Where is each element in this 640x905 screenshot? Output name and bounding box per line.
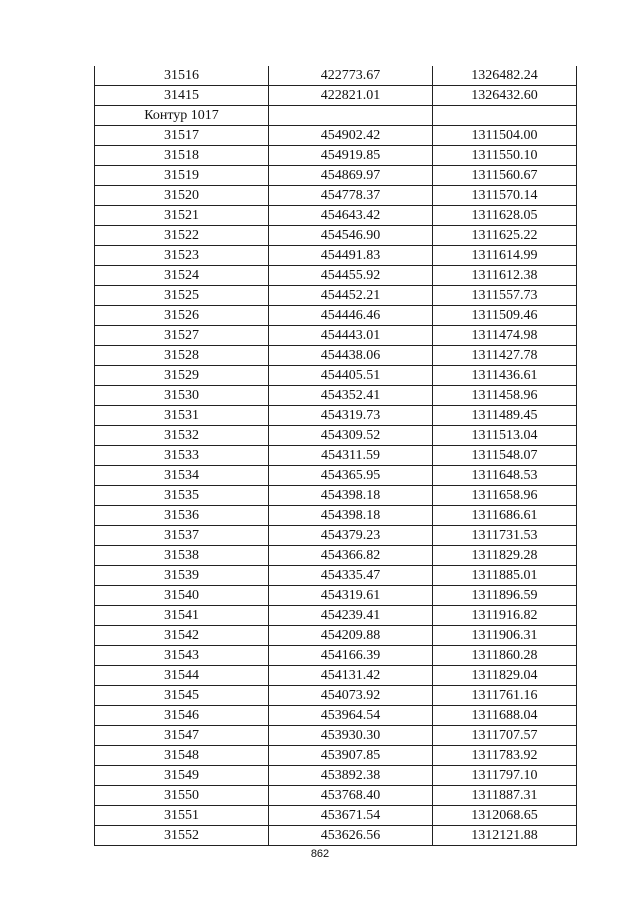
y-coordinate-cell: 1311906.31 xyxy=(433,626,577,646)
y-coordinate-cell: 1311797.10 xyxy=(433,766,577,786)
point-number-cell: 31545 xyxy=(95,686,269,706)
x-coordinate-cell: 454311.59 xyxy=(269,446,433,466)
x-coordinate-cell: 454546.90 xyxy=(269,226,433,246)
table-row xyxy=(95,566,577,586)
point-number-cell: 31548 xyxy=(95,746,269,766)
y-coordinate-cell: 1311427.78 xyxy=(433,346,577,366)
table-row xyxy=(95,806,577,826)
y-coordinate-cell: 1311560.67 xyxy=(433,166,577,186)
table-row xyxy=(95,466,577,486)
y-coordinate-cell: 1311548.07 xyxy=(433,446,577,466)
table-row xyxy=(95,486,577,506)
x-coordinate-cell: 454379.23 xyxy=(269,526,433,546)
point-number-cell: 31535 xyxy=(95,486,269,506)
x-coordinate-cell: 454335.47 xyxy=(269,566,433,586)
table-row xyxy=(95,546,577,566)
table-row xyxy=(95,286,577,306)
y-coordinate-cell: 1311625.22 xyxy=(433,226,577,246)
point-number-cell: 31517 xyxy=(95,126,269,146)
x-coordinate-cell: 454919.85 xyxy=(269,146,433,166)
point-number-cell: 31540 xyxy=(95,586,269,606)
x-coordinate-cell: 454239.41 xyxy=(269,606,433,626)
point-number-cell: 31518 xyxy=(95,146,269,166)
y-coordinate-cell: 1311896.59 xyxy=(433,586,577,606)
table-row xyxy=(95,526,577,546)
x-coordinate-cell: 454366.82 xyxy=(269,546,433,566)
table-row xyxy=(95,506,577,526)
section-header-row xyxy=(95,106,577,126)
table-row xyxy=(95,606,577,626)
x-coordinate-cell: 453768.40 xyxy=(269,786,433,806)
point-number-cell: 31531 xyxy=(95,406,269,426)
point-number-cell: 31541 xyxy=(95,606,269,626)
table-row xyxy=(95,826,577,846)
x-coordinate-cell: 453907.85 xyxy=(269,746,433,766)
point-number-cell: 31546 xyxy=(95,706,269,726)
point-number-cell: 31539 xyxy=(95,566,269,586)
point-number-cell: 31415 xyxy=(95,86,269,106)
point-number-cell: 31543 xyxy=(95,646,269,666)
x-coordinate-cell: 453626.56 xyxy=(269,826,433,846)
table-row xyxy=(95,226,577,246)
y-coordinate-cell: 1311707.57 xyxy=(433,726,577,746)
x-coordinate-cell: 454352.41 xyxy=(269,386,433,406)
empty-cell xyxy=(269,106,433,126)
table-row xyxy=(95,86,577,106)
y-coordinate-cell: 1311658.96 xyxy=(433,486,577,506)
x-coordinate-cell: 454166.39 xyxy=(269,646,433,666)
x-coordinate-cell: 422773.67 xyxy=(269,66,433,86)
table-row xyxy=(95,726,577,746)
y-coordinate-cell: 1326432.60 xyxy=(433,86,577,106)
point-number-cell: 31523 xyxy=(95,246,269,266)
table-row xyxy=(95,586,577,606)
coordinates-table xyxy=(94,66,577,846)
x-coordinate-cell: 453671.54 xyxy=(269,806,433,826)
point-number-cell: 31520 xyxy=(95,186,269,206)
y-coordinate-cell: 1311916.82 xyxy=(433,606,577,626)
table-row xyxy=(95,766,577,786)
x-coordinate-cell: 454398.18 xyxy=(269,506,433,526)
x-coordinate-cell: 454073.92 xyxy=(269,686,433,706)
table-row xyxy=(95,386,577,406)
y-coordinate-cell: 1311885.01 xyxy=(433,566,577,586)
y-coordinate-cell: 1311686.61 xyxy=(433,506,577,526)
point-number-cell: 31536 xyxy=(95,506,269,526)
x-coordinate-cell: 453892.38 xyxy=(269,766,433,786)
y-coordinate-cell: 1311458.96 xyxy=(433,386,577,406)
table-row xyxy=(95,326,577,346)
x-coordinate-cell: 454209.88 xyxy=(269,626,433,646)
table-row xyxy=(95,746,577,766)
table-row xyxy=(95,166,577,186)
point-number-cell: 31522 xyxy=(95,226,269,246)
table-row xyxy=(95,446,577,466)
point-number-cell: 31529 xyxy=(95,366,269,386)
table-row xyxy=(95,646,577,666)
x-coordinate-cell: 454309.52 xyxy=(269,426,433,446)
point-number-cell: 31534 xyxy=(95,466,269,486)
point-number-cell: 31533 xyxy=(95,446,269,466)
table-row xyxy=(95,186,577,206)
page-number: 862 xyxy=(310,848,330,860)
x-coordinate-cell: 454455.92 xyxy=(269,266,433,286)
y-coordinate-cell: 1311489.45 xyxy=(433,406,577,426)
empty-cell xyxy=(433,106,577,126)
y-coordinate-cell: 1311829.04 xyxy=(433,666,577,686)
point-number-cell: 31537 xyxy=(95,526,269,546)
x-coordinate-cell: 454902.42 xyxy=(269,126,433,146)
x-coordinate-cell: 453964.54 xyxy=(269,706,433,726)
y-coordinate-cell: 1311614.99 xyxy=(433,246,577,266)
point-number-cell: 31525 xyxy=(95,286,269,306)
point-number-cell: 31516 xyxy=(95,66,269,86)
table-row xyxy=(95,686,577,706)
x-coordinate-cell: 454405.51 xyxy=(269,366,433,386)
point-number-cell: 31547 xyxy=(95,726,269,746)
y-coordinate-cell: 1311829.28 xyxy=(433,546,577,566)
table-row xyxy=(95,666,577,686)
table-row xyxy=(95,126,577,146)
y-coordinate-cell: 1311436.61 xyxy=(433,366,577,386)
x-coordinate-cell: 454365.95 xyxy=(269,466,433,486)
section-label: Контур 1017 xyxy=(95,106,269,126)
y-coordinate-cell: 1311612.38 xyxy=(433,266,577,286)
point-number-cell: 31544 xyxy=(95,666,269,686)
y-coordinate-cell: 1311513.04 xyxy=(433,426,577,446)
x-coordinate-cell: 453930.30 xyxy=(269,726,433,746)
table-row xyxy=(95,306,577,326)
point-number-cell: 31524 xyxy=(95,266,269,286)
point-number-cell: 31550 xyxy=(95,786,269,806)
y-coordinate-cell: 1311688.04 xyxy=(433,706,577,726)
y-coordinate-cell: 1311550.10 xyxy=(433,146,577,166)
x-coordinate-cell: 454491.83 xyxy=(269,246,433,266)
point-number-cell: 31542 xyxy=(95,626,269,646)
x-coordinate-cell: 454869.97 xyxy=(269,166,433,186)
y-coordinate-cell: 1311783.92 xyxy=(433,746,577,766)
x-coordinate-cell: 454446.46 xyxy=(269,306,433,326)
y-coordinate-cell: 1312121.88 xyxy=(433,826,577,846)
table-row xyxy=(95,626,577,646)
y-coordinate-cell: 1311570.14 xyxy=(433,186,577,206)
y-coordinate-cell: 1311504.00 xyxy=(433,126,577,146)
table-row xyxy=(95,406,577,426)
point-number-cell: 31530 xyxy=(95,386,269,406)
x-coordinate-cell: 454778.37 xyxy=(269,186,433,206)
table-row xyxy=(95,266,577,286)
y-coordinate-cell: 1311731.53 xyxy=(433,526,577,546)
y-coordinate-cell: 1311761.16 xyxy=(433,686,577,706)
x-coordinate-cell: 454452.21 xyxy=(269,286,433,306)
coordinates-table-body xyxy=(95,66,577,846)
table-row xyxy=(95,246,577,266)
x-coordinate-cell: 454443.01 xyxy=(269,326,433,346)
table-row xyxy=(95,366,577,386)
x-coordinate-cell: 454319.73 xyxy=(269,406,433,426)
point-number-cell: 31552 xyxy=(95,826,269,846)
point-number-cell: 31519 xyxy=(95,166,269,186)
y-coordinate-cell: 1326482.24 xyxy=(433,66,577,86)
y-coordinate-cell: 1312068.65 xyxy=(433,806,577,826)
point-number-cell: 31551 xyxy=(95,806,269,826)
x-coordinate-cell: 454131.42 xyxy=(269,666,433,686)
table-row xyxy=(95,146,577,166)
point-number-cell: 31521 xyxy=(95,206,269,226)
point-number-cell: 31527 xyxy=(95,326,269,346)
point-number-cell: 31526 xyxy=(95,306,269,326)
y-coordinate-cell: 1311648.53 xyxy=(433,466,577,486)
x-coordinate-cell: 454398.18 xyxy=(269,486,433,506)
table-row xyxy=(95,706,577,726)
x-coordinate-cell: 422821.01 xyxy=(269,86,433,106)
x-coordinate-cell: 454319.61 xyxy=(269,586,433,606)
y-coordinate-cell: 1311474.98 xyxy=(433,326,577,346)
y-coordinate-cell: 1311628.05 xyxy=(433,206,577,226)
y-coordinate-cell: 1311557.73 xyxy=(433,286,577,306)
table-row xyxy=(95,786,577,806)
y-coordinate-cell: 1311860.28 xyxy=(433,646,577,666)
point-number-cell: 31528 xyxy=(95,346,269,366)
y-coordinate-cell: 1311509.46 xyxy=(433,306,577,326)
table-row xyxy=(95,346,577,366)
point-number-cell: 31549 xyxy=(95,766,269,786)
x-coordinate-cell: 454643.42 xyxy=(269,206,433,226)
x-coordinate-cell: 454438.06 xyxy=(269,346,433,366)
table-row xyxy=(95,426,577,446)
y-coordinate-cell: 1311887.31 xyxy=(433,786,577,806)
table-row xyxy=(95,206,577,226)
table-row xyxy=(95,66,577,86)
point-number-cell: 31538 xyxy=(95,546,269,566)
point-number-cell: 31532 xyxy=(95,426,269,446)
